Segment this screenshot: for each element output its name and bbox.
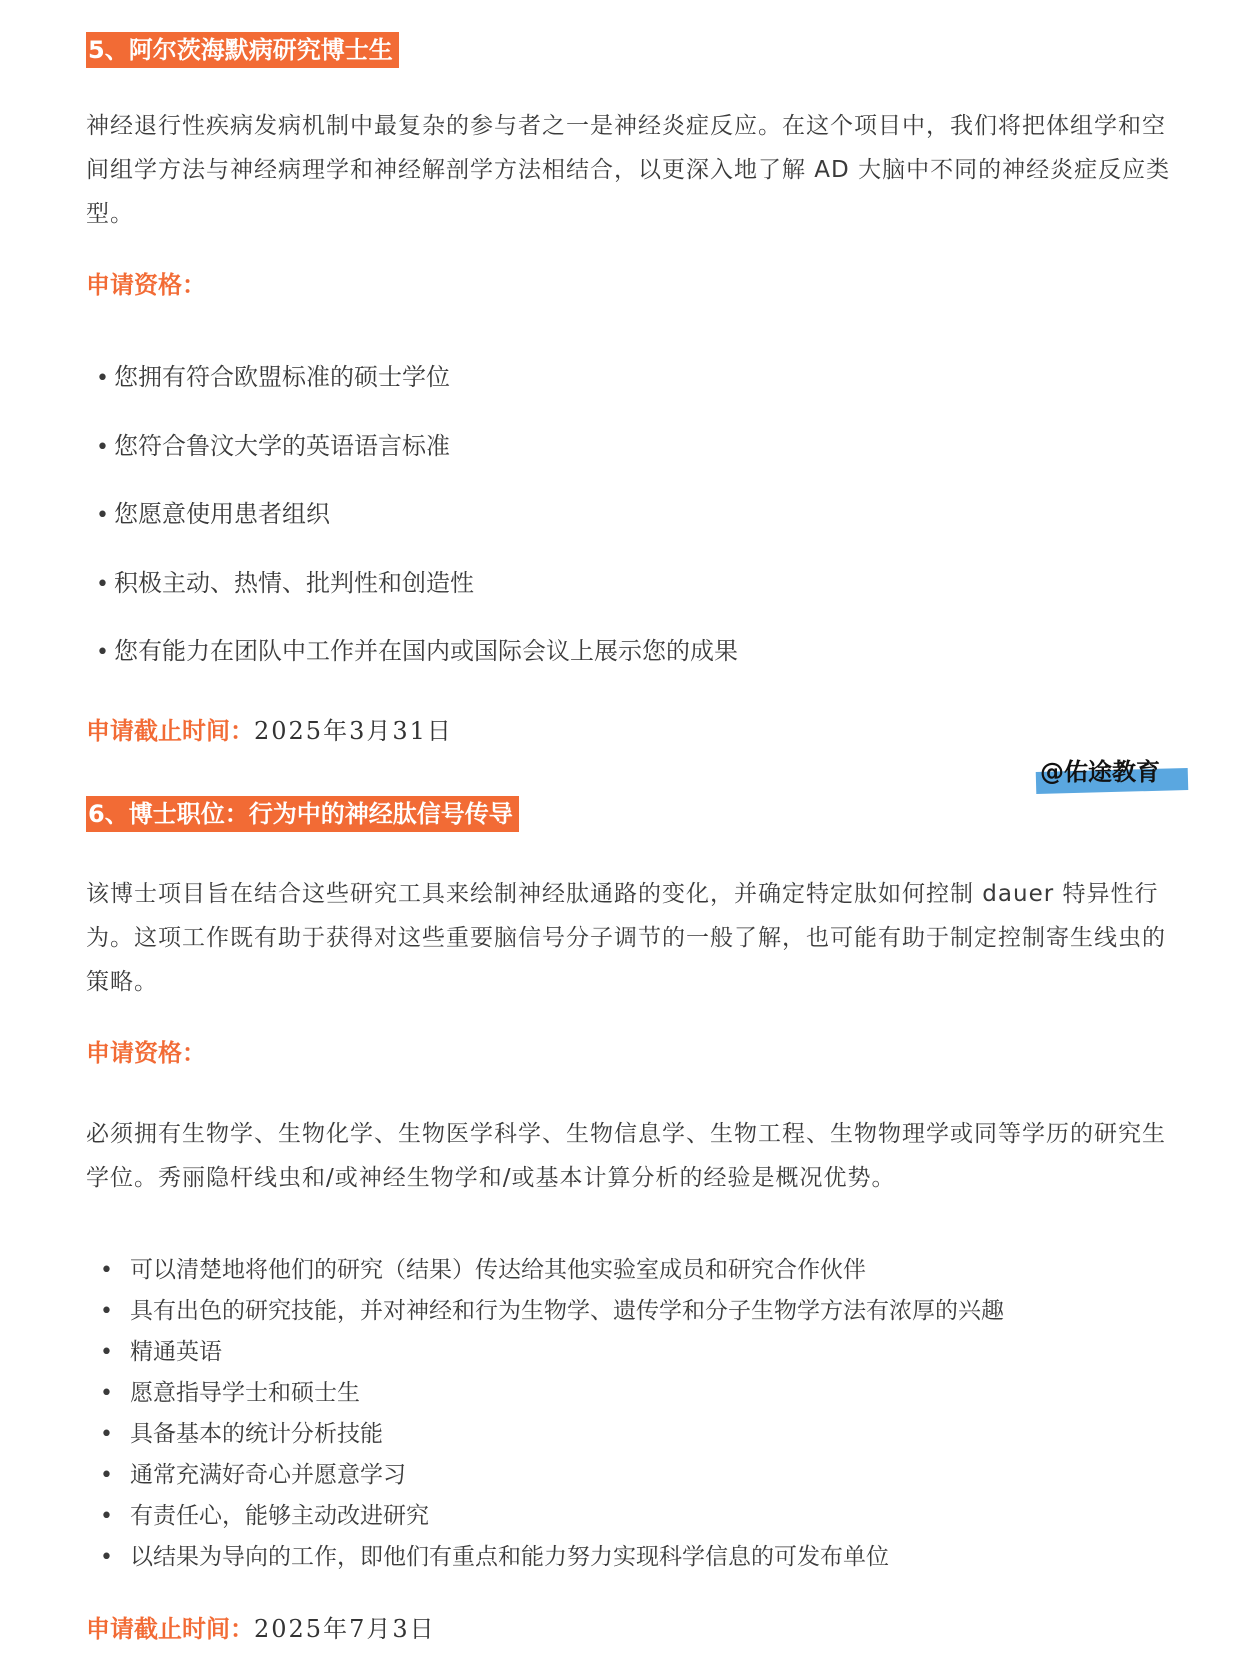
list-item: • 以结果为导向的工作，即他们有重点和能力努力实现科学信息的可发布单位 [100,1542,1004,1583]
section-6-eligibility-label: 申请资格： [86,1039,206,1067]
list-item: • 具备基本的统计分析技能 [100,1419,1004,1460]
bullet-icon: • [100,1258,113,1283]
bullet-icon: • [100,1463,113,1488]
bullet-icon: • [96,640,109,665]
bullet-icon: • [100,1299,113,1324]
section-5-requirements-list [96,362,738,705]
bullet-icon: • [96,503,109,528]
bullet-icon: • [100,1381,113,1406]
watermark: @佑途教育 [1040,758,1160,786]
deadline-label: 申请截止时间： [86,1615,254,1643]
section-6-eligibility-text: 必须拥有生物学、生物化学、生物医学科学、生物信息学、生物工程、生物物理学或同等学历的研究生学位。秀丽隐杆线虫和/或神经生物学和/或基本计算分析的经验是概况优势。 [86,1121,1166,1191]
list-item: • 通常充满好奇心并愿意学习 [100,1460,1004,1501]
list-item: • 您愿意使用患者组织 [96,499,738,568]
section-6-heading: 6、博士职位：行为中的神经肽信号传导 [86,796,519,832]
deadline-value: 2025年3月31日 [254,717,453,745]
section-6-deadline [86,1614,436,1644]
section-5-eligibility-label: 申请资格： [86,271,206,299]
deadline-value: 2025年7月3日 [254,1615,436,1643]
section-5-deadline [86,716,453,746]
bullet-icon: • [96,366,109,391]
bullet-icon: • [100,1504,113,1529]
section-5-heading: 5、阿尔茨海默病研究博士生 [86,32,399,68]
bullet-icon: • [96,571,109,597]
list-item: • 您拥有符合欧盟标准的硕士学位 [96,362,738,431]
section-6-requirements-list [100,1255,1004,1583]
list-item: • 您有能力在团队中工作并在国内或国际会议上展示您的成果 [96,636,738,705]
list-item: • 积极主动、热情、批判性和创造性 [96,568,738,637]
list-item: • 有责任心，能够主动改进研究 [100,1501,1004,1542]
list-item: • 愿意指导学士和硕士生 [100,1378,1004,1419]
list-item: • 您符合鲁汶大学的英语语言标准 [96,431,738,500]
list-item: • 具有出色的研究技能，并对神经和行为生物学、遗传学和分子生物学方法有浓厚的兴趣 [100,1296,1004,1337]
bullet-icon: • [96,434,109,460]
bullet-icon: • [100,1340,113,1365]
bullet-icon: • [100,1422,113,1447]
bullet-icon: • [100,1545,113,1570]
list-item: • 可以清楚地将他们的研究（结果）传达给其他实验室成员和研究合作伙伴 [100,1255,1004,1296]
section-6-description: 该博士项目旨在结合这些研究工具来绘制神经肽通路的变化，并确定特定肽如何控制 dauer 特异性行为。这项工作既有助于获得对这些重要脑信号分子调节的一般了解，也可能有助于制定控制寄生线虫的策略。 [86,881,1166,995]
list-item: • 精通英语 [100,1337,1004,1378]
deadline-label: 申请截止时间： [86,717,254,745]
section-5-description: 神经退行性疾病发病机制中最复杂的参与者之一是神经炎症反应。在这个项目中，我们将把体组学和空间组学方法与神经病理学和神经解剖学方法相结合，以更深入地了解 AD 大脑中不同的神经炎症反应类型。 [86,113,1171,227]
